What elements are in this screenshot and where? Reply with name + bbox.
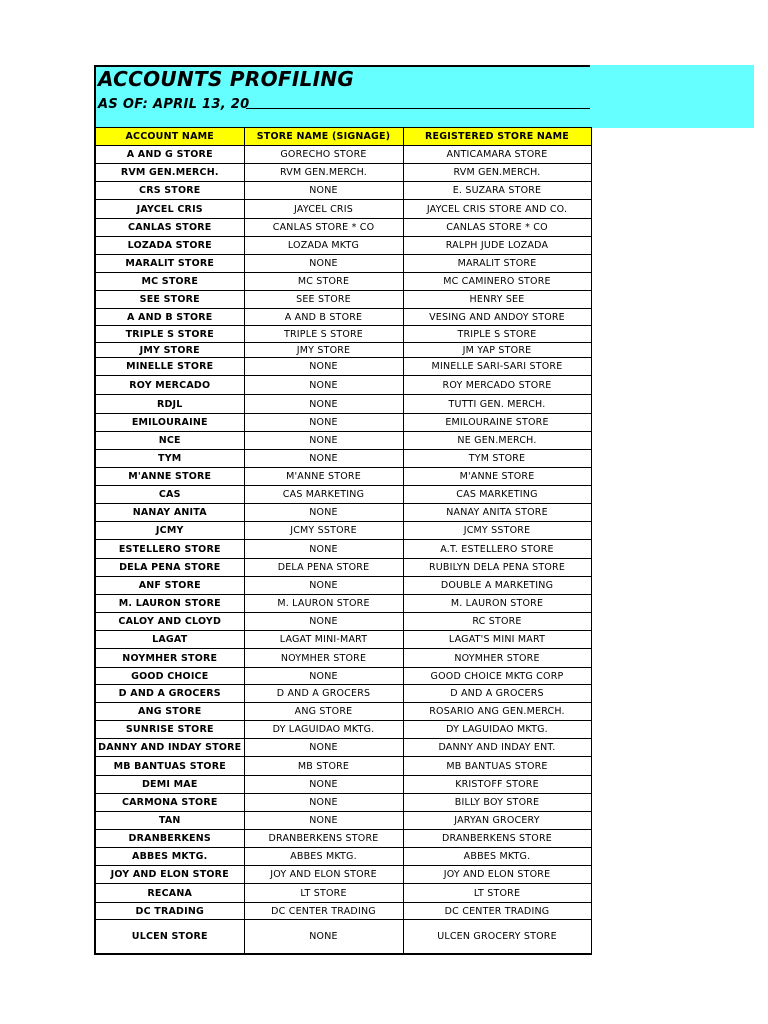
registered-store-name-cell: MARALIT STORE bbox=[403, 255, 591, 273]
account-name-cell: CALOY AND CLOYD bbox=[95, 613, 244, 631]
table-row bbox=[95, 595, 591, 613]
store-name-signage-cell: NONE bbox=[244, 432, 403, 450]
account-name-cell: DC TRADING bbox=[95, 903, 244, 920]
table-row bbox=[95, 613, 591, 631]
table-row bbox=[95, 468, 591, 486]
table-row bbox=[95, 395, 591, 414]
table-row bbox=[95, 631, 591, 649]
account-name-cell: ROY MERCADO bbox=[95, 376, 244, 395]
store-name-signage-cell: NONE bbox=[244, 182, 403, 200]
registered-store-name-cell: DANNY AND INDAY ENT. bbox=[403, 739, 591, 757]
store-name-signage-cell: MC STORE bbox=[244, 273, 403, 291]
account-name-cell: DELA PENA STORE bbox=[95, 559, 244, 577]
store-name-signage-cell: JOY AND ELON STORE bbox=[244, 866, 403, 884]
store-name-signage-cell: NONE bbox=[244, 376, 403, 395]
store-name-signage-cell: NOYMHER STORE bbox=[244, 649, 403, 668]
registered-store-name-cell: LT STORE bbox=[403, 884, 591, 903]
table-row bbox=[95, 414, 591, 432]
account-name-cell: MC STORE bbox=[95, 273, 244, 291]
store-name-signage-cell: TRIPLE S STORE bbox=[244, 326, 403, 343]
store-name-signage-cell: NONE bbox=[244, 920, 403, 954]
registered-store-name-cell: D AND A GROCERS bbox=[403, 685, 591, 703]
account-name-cell: DANNY AND INDAY STORE bbox=[95, 739, 244, 757]
table-row bbox=[95, 721, 591, 739]
registered-store-name-cell: NOYMHER STORE bbox=[403, 649, 591, 668]
store-name-signage-cell: JCMY SSTORE bbox=[244, 522, 403, 540]
registered-store-name-cell: DRANBERKENS STORE bbox=[403, 830, 591, 848]
registered-store-name-cell: JCMY SSTORE bbox=[403, 522, 591, 540]
store-name-signage-cell: NONE bbox=[244, 794, 403, 812]
as-of-underline bbox=[246, 108, 590, 109]
store-name-signage-cell: NONE bbox=[244, 776, 403, 794]
table-row bbox=[95, 559, 591, 577]
table-row bbox=[95, 668, 591, 685]
account-name-cell: LAGAT bbox=[95, 631, 244, 649]
store-name-signage-cell: NONE bbox=[244, 255, 403, 273]
store-name-signage-cell: NONE bbox=[244, 668, 403, 685]
table-row bbox=[95, 255, 591, 273]
registered-store-name-cell: ANTICAMARA STORE bbox=[403, 146, 591, 164]
account-name-cell: RDJL bbox=[95, 395, 244, 414]
registered-store-name-cell: TRIPLE S STORE bbox=[403, 326, 591, 343]
table-row bbox=[95, 146, 591, 164]
account-name-cell: JMY STORE bbox=[95, 343, 244, 358]
table-row bbox=[95, 200, 591, 219]
store-name-signage-cell: ANG STORE bbox=[244, 703, 403, 721]
store-name-signage-cell: NONE bbox=[244, 577, 403, 595]
account-name-cell: NANAY ANITA bbox=[95, 504, 244, 522]
as-of-label: AS OF: APRIL 13, 20 bbox=[98, 97, 250, 112]
table-row bbox=[95, 164, 591, 182]
account-name-cell: JOY AND ELON STORE bbox=[95, 866, 244, 884]
registered-store-name-cell: CANLAS STORE * CO bbox=[403, 219, 591, 237]
table-row bbox=[95, 486, 591, 504]
store-name-signage-cell: A AND B STORE bbox=[244, 309, 403, 326]
registered-store-name-cell: JARYAN GROCERY bbox=[403, 812, 591, 830]
store-name-signage-cell: CAS MARKETING bbox=[244, 486, 403, 504]
account-name-cell: NOYMHER STORE bbox=[95, 649, 244, 668]
registered-store-name-cell: GOOD CHOICE MKTG CORP bbox=[403, 668, 591, 685]
table-row bbox=[95, 812, 591, 830]
registered-store-name-cell: DOUBLE A MARKETING bbox=[403, 577, 591, 595]
registered-store-name-cell: M'ANNE STORE bbox=[403, 468, 591, 486]
store-name-signage-cell: LAGAT MINI-MART bbox=[244, 631, 403, 649]
registered-store-name-cell: BILLY BOY STORE bbox=[403, 794, 591, 812]
registered-store-name-cell: LAGAT'S MINI MART bbox=[403, 631, 591, 649]
table-row bbox=[95, 237, 591, 255]
table-row bbox=[95, 757, 591, 776]
table-row bbox=[95, 522, 591, 540]
registered-store-name-cell: MB BANTUAS STORE bbox=[403, 757, 591, 776]
account-name-cell: M'ANNE STORE bbox=[95, 468, 244, 486]
store-name-signage-cell: DELA PENA STORE bbox=[244, 559, 403, 577]
table-row bbox=[95, 219, 591, 237]
table-row bbox=[95, 649, 591, 668]
table-row bbox=[95, 830, 591, 848]
as-of-row bbox=[98, 93, 590, 111]
table-row bbox=[95, 685, 591, 703]
report-header bbox=[94, 65, 590, 127]
account-name-cell: MB BANTUAS STORE bbox=[95, 757, 244, 776]
registered-store-name-cell: HENRY SEE bbox=[403, 291, 591, 309]
account-name-cell: MINELLE STORE bbox=[95, 358, 244, 376]
store-name-signage-cell: ABBES MKTG. bbox=[244, 848, 403, 866]
registered-store-name-cell: MC CAMINERO STORE bbox=[403, 273, 591, 291]
store-name-signage-cell: NONE bbox=[244, 504, 403, 522]
store-name-signage-cell: NONE bbox=[244, 358, 403, 376]
registered-store-name-cell: NE GEN.MERCH. bbox=[403, 432, 591, 450]
registered-store-name-cell: ULCEN GROCERY STORE bbox=[403, 920, 591, 954]
registered-store-name-cell: EMILOURAINE STORE bbox=[403, 414, 591, 432]
table-row bbox=[95, 540, 591, 559]
registered-store-name-cell: DY LAGUIDAO MKTG. bbox=[403, 721, 591, 739]
table-header-row bbox=[95, 128, 591, 146]
table-row bbox=[95, 903, 591, 920]
table-row bbox=[95, 376, 591, 395]
account-name-cell: CARMONA STORE bbox=[95, 794, 244, 812]
table-row bbox=[95, 739, 591, 757]
store-name-signage-cell: DC CENTER TRADING bbox=[244, 903, 403, 920]
account-name-cell: M. LAURON STORE bbox=[95, 595, 244, 613]
account-name-cell: JAYCEL CRIS bbox=[95, 200, 244, 219]
table-row bbox=[95, 504, 591, 522]
registered-store-name-cell: E. SUZARA STORE bbox=[403, 182, 591, 200]
table-row bbox=[95, 358, 591, 376]
account-name-cell: DEMI MAE bbox=[95, 776, 244, 794]
registered-store-name-cell: JOY AND ELON STORE bbox=[403, 866, 591, 884]
column-header-store-name-signage: STORE NAME (SIGNAGE) bbox=[244, 128, 403, 146]
store-name-signage-cell: M'ANNE STORE bbox=[244, 468, 403, 486]
account-name-cell: JCMY bbox=[95, 522, 244, 540]
registered-store-name-cell: TUTTI GEN. MERCH. bbox=[403, 395, 591, 414]
registered-store-name-cell: CAS MARKETING bbox=[403, 486, 591, 504]
column-header-account-name: ACCOUNT NAME bbox=[95, 128, 244, 146]
account-name-cell: TAN bbox=[95, 812, 244, 830]
registered-store-name-cell: KRISTOFF STORE bbox=[403, 776, 591, 794]
store-name-signage-cell: D AND A GROCERS bbox=[244, 685, 403, 703]
account-name-cell: A AND G STORE bbox=[95, 146, 244, 164]
account-name-cell: D AND A GROCERS bbox=[95, 685, 244, 703]
account-name-cell: TRIPLE S STORE bbox=[95, 326, 244, 343]
registered-store-name-cell: JM YAP STORE bbox=[403, 343, 591, 358]
table-row bbox=[95, 884, 591, 903]
store-name-signage-cell: LOZADA MKTG bbox=[244, 237, 403, 255]
table-row bbox=[95, 776, 591, 794]
header-band-extension bbox=[590, 65, 754, 128]
registered-store-name-cell: ABBES MKTG. bbox=[403, 848, 591, 866]
account-name-cell: ANG STORE bbox=[95, 703, 244, 721]
registered-store-name-cell: A.T. ESTELLERO STORE bbox=[403, 540, 591, 559]
account-name-cell: CRS STORE bbox=[95, 182, 244, 200]
table-row bbox=[95, 432, 591, 450]
store-name-signage-cell: NONE bbox=[244, 540, 403, 559]
table-row bbox=[95, 920, 591, 954]
registered-store-name-cell: ROY MERCADO STORE bbox=[403, 376, 591, 395]
table-row bbox=[95, 450, 591, 468]
table-row bbox=[95, 794, 591, 812]
registered-store-name-cell: ROSARIO ANG GEN.MERCH. bbox=[403, 703, 591, 721]
account-name-cell: RECANA bbox=[95, 884, 244, 903]
accounts-table bbox=[94, 127, 592, 955]
column-header-registered-store-name: REGISTERED STORE NAME bbox=[403, 128, 591, 146]
table-row bbox=[95, 848, 591, 866]
registered-store-name-cell: TYM STORE bbox=[403, 450, 591, 468]
table-row bbox=[95, 703, 591, 721]
store-name-signage-cell: DY LAGUIDAO MKTG. bbox=[244, 721, 403, 739]
account-name-cell: GOOD CHOICE bbox=[95, 668, 244, 685]
account-name-cell: LOZADA STORE bbox=[95, 237, 244, 255]
table-row bbox=[95, 343, 591, 358]
registered-store-name-cell: MINELLE SARI-SARI STORE bbox=[403, 358, 591, 376]
page-title: ACCOUNTS PROFILING bbox=[98, 67, 355, 91]
store-name-signage-cell: GORECHO STORE bbox=[244, 146, 403, 164]
account-name-cell: EMILOURAINE bbox=[95, 414, 244, 432]
store-name-signage-cell: LT STORE bbox=[244, 884, 403, 903]
registered-store-name-cell: NANAY ANITA STORE bbox=[403, 504, 591, 522]
account-name-cell: CAS bbox=[95, 486, 244, 504]
table-body bbox=[95, 146, 591, 954]
registered-store-name-cell: RC STORE bbox=[403, 613, 591, 631]
store-name-signage-cell: NONE bbox=[244, 450, 403, 468]
store-name-signage-cell: JMY STORE bbox=[244, 343, 403, 358]
table-row bbox=[95, 273, 591, 291]
table-row bbox=[95, 182, 591, 200]
account-name-cell: RVM GEN.MERCH. bbox=[95, 164, 244, 182]
account-name-cell: DRANBERKENS bbox=[95, 830, 244, 848]
account-name-cell: SUNRISE STORE bbox=[95, 721, 244, 739]
registered-store-name-cell: RUBILYN DELA PENA STORE bbox=[403, 559, 591, 577]
registered-store-name-cell: JAYCEL CRIS STORE AND CO. bbox=[403, 200, 591, 219]
store-name-signage-cell: NONE bbox=[244, 395, 403, 414]
store-name-signage-cell: DRANBERKENS STORE bbox=[244, 830, 403, 848]
store-name-signage-cell: CANLAS STORE * CO bbox=[244, 219, 403, 237]
table-row bbox=[95, 309, 591, 326]
table-row bbox=[95, 577, 591, 595]
registered-store-name-cell: VESING AND ANDOY STORE bbox=[403, 309, 591, 326]
account-name-cell: ABBES MKTG. bbox=[95, 848, 244, 866]
account-name-cell: A AND B STORE bbox=[95, 309, 244, 326]
store-name-signage-cell: RVM GEN.MERCH. bbox=[244, 164, 403, 182]
store-name-signage-cell: M. LAURON STORE bbox=[244, 595, 403, 613]
store-name-signage-cell: NONE bbox=[244, 812, 403, 830]
account-name-cell: MARALIT STORE bbox=[95, 255, 244, 273]
account-name-cell: CANLAS STORE bbox=[95, 219, 244, 237]
store-name-signage-cell: NONE bbox=[244, 414, 403, 432]
table-row bbox=[95, 326, 591, 343]
store-name-signage-cell: SEE STORE bbox=[244, 291, 403, 309]
account-name-cell: TYM bbox=[95, 450, 244, 468]
table-row bbox=[95, 291, 591, 309]
table-row bbox=[95, 866, 591, 884]
account-name-cell: NCE bbox=[95, 432, 244, 450]
account-name-cell: SEE STORE bbox=[95, 291, 244, 309]
store-name-signage-cell: MB STORE bbox=[244, 757, 403, 776]
store-name-signage-cell: NONE bbox=[244, 739, 403, 757]
registered-store-name-cell: RVM GEN.MERCH. bbox=[403, 164, 591, 182]
registered-store-name-cell: RALPH JUDE LOZADA bbox=[403, 237, 591, 255]
account-name-cell: ESTELLERO STORE bbox=[95, 540, 244, 559]
registered-store-name-cell: M. LAURON STORE bbox=[403, 595, 591, 613]
account-name-cell: ANF STORE bbox=[95, 577, 244, 595]
store-name-signage-cell: NONE bbox=[244, 613, 403, 631]
store-name-signage-cell: JAYCEL CRIS bbox=[244, 200, 403, 219]
account-name-cell: ULCEN STORE bbox=[95, 920, 244, 954]
registered-store-name-cell: DC CENTER TRADING bbox=[403, 903, 591, 920]
